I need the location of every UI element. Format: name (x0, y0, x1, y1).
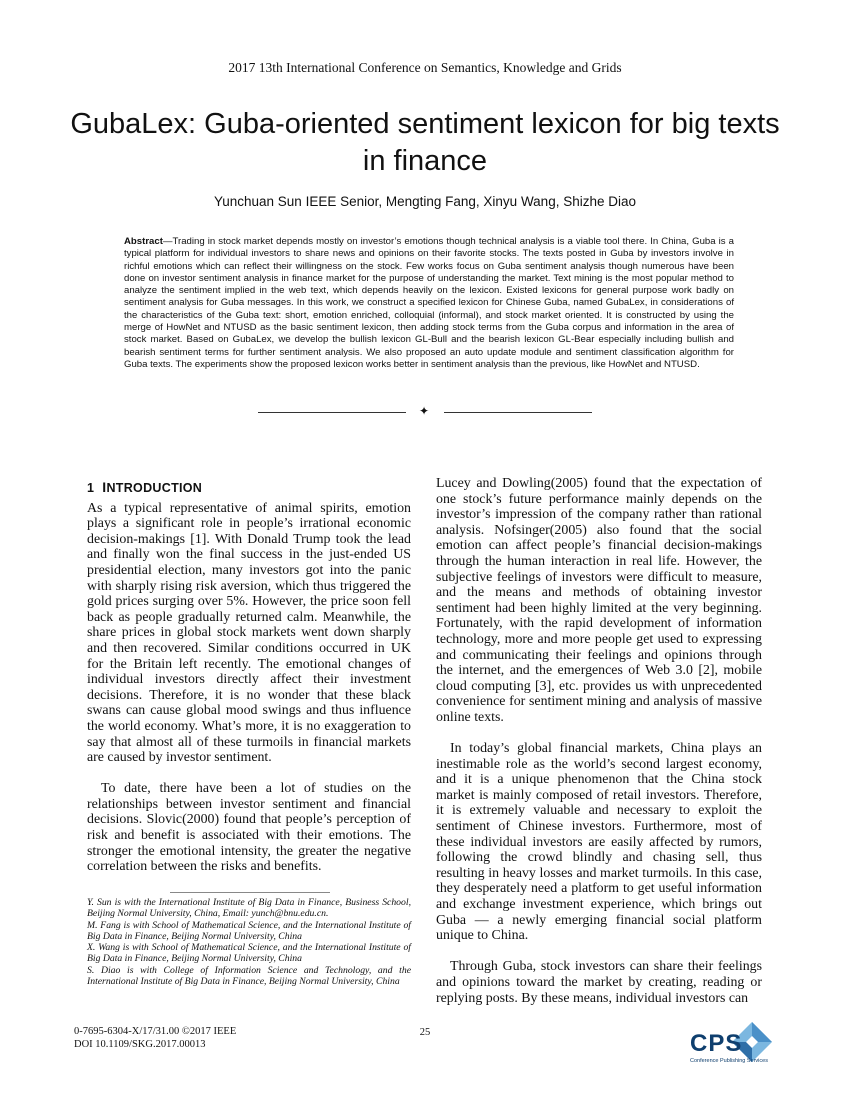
section-heading-introduction (87, 480, 411, 497)
separator-line-left (258, 412, 406, 413)
paper-title: GubaLex: Guba-oriented sentiment lexicon for big texts in finance (70, 108, 780, 177)
footnote-divider (170, 892, 330, 893)
isbn-line: 0-7695-6304-X/17/31.00 ©2017 IEEE (74, 1026, 237, 1037)
conference-header: 2017 13th International Conference on Semantics, Knowledge and Grids (228, 60, 622, 75)
section-separator (258, 404, 592, 420)
separator-diamond-icon: ✦ (419, 404, 430, 418)
cps-logo-text: CPS (690, 1030, 743, 1057)
footnote: M. Fang is with School of Mathematical Science, and the International Institute of Big Data in Finance, Beijing Normal University, China (87, 919, 411, 942)
footnote: X. Wang is with School of Mathematical Science, and the International Institute of Big Data in Finance, Beijing Normal University, China (87, 942, 411, 965)
author-list: Yunchuan Sun IEEE Senior, Mengting Fang, Xinyu Wang, Shizhe Diao (213, 194, 636, 209)
footnotes (87, 897, 411, 987)
abstract-text: —Trading in stock market depends mostly on investor’s emotions though technical analysis is a viable tool there. In China, Guba is a typical platform for individual investors to share news and opinions on their favorite stocks. The texts posted in Guba by investors involve in richful emotions which can reflect their willingness on the stock. Few works focus on Guba sentiment analysis though numerous have been done on investor sentiment analysis in finance market for the purpose of understanding the market. Text mining is the most popular method to analyze the sentiment implied in the web text, which depends heavily on the lexicon. Existed lexicons for general purpose work badly on sentiment analysis for Guba messages. In this work, we construct a specified lexicon for Chinese Guba, named GubaLex, in considerations of the characteristics of the Guba text: short, emotion enriched, colloquial (informal), and stock market oriented. It is constructed by using the merge of HowNet and NTUSD as the basic sentiment lexicon, then adding stock terms from the Guba corpus and information in the area of stock market. Based on GubaLex, we develop the bullish lexicon GL-Bull and the bearish lexicon GL-Bear especially including bullish and bearish sentiment terms for further sentiment analysis. We also proposed an auto update module and sentiment classification algorithm for Guba texts. The experiments show the proposed lexicon works better in sentiment analysis than the previous, like HowNet and NTUSD. (124, 236, 734, 370)
abstract (124, 236, 734, 371)
paragraph: Through Guba, stock investors can share their feelings and opinions toward the market by creating, reading or replying posts. By these means, individual investors can (436, 959, 762, 1006)
left-column (87, 480, 411, 875)
section-heading-initial: I (102, 479, 107, 495)
footnote: S. Diao is with College of Information Science and Technology, and the International Institute of Big Data in Finance, Beijing Normal University, China (87, 964, 411, 988)
footnote: Y. Sun is with the International Institute of Big Data in Finance, Business School, Beijing Normal University, China, Email: yunch@bnu.edu.cn. (87, 897, 411, 920)
page-number: 25 (419, 1027, 431, 1038)
paragraph: Lucey and Dowling(2005) found that the expectation of one stock’s future performance mainly depends on the investor’s impression of the company rather than rational analysis. Nofsinger(2005) also found that the social emotion can affect people’s financial decision-makings through the human interaction in real life. However, the subjective feelings of investors were difficult to measure, and the means and methods of obtaining investor sentiment had been highly limited at the very beginning. Fortunately, with the rapid development of information technology, more and more people get used to expressing and communicating their feelings and opinions through the internet, and the emergences of Web 3.0 [2], mobile cloud computing [3], etc. provides us with unprecedented convenience for sentiment mining and analysis of massive online texts. (436, 476, 762, 725)
abstract-label: Abstract (124, 236, 163, 247)
section-number: 1 (87, 481, 95, 495)
doi-line: DOI 10.1109/SKG.2017.00013 (74, 1038, 206, 1050)
paragraph: To date, there have been a lot of studies on the relationships between investor sentiment and financial decisions. Slovic(2000) found that people’s perception of risk and benefit is associated with their emotions. The stronger the emotional intensity, the greater the negative correlation between the risks and benefits. (87, 781, 411, 875)
paragraph: As a typical representative of animal spirits, emotion plays a significant role in people’s irrational economic decision-makings [1]. With Donald Trump took the lead and finally won the final success in the just-ended US presidential election, many investors got into the panic with sharply rising risk aversion, which thus triggered the gold prices surging over 5%. However, the price soon fell back as people gradually returned calm. Meanwhile, the share prices in global stock markets went down sharply and then recovered. Similar conditions occurred in UK for the Britain left recently. The emotional changes of individual investors directly affect their investment decisions. Therefore, it is no wonder that these black swans can cause global mood swings and thus influence the world economy. What’s more, it is no exaggeration to say that almost all of these turmoils in financial markets are caused by investor sentiment. (87, 500, 411, 766)
separator-line-right (444, 412, 592, 413)
right-column (436, 476, 762, 1006)
section-heading-rest: NTRODUCTION (106, 481, 203, 495)
paragraph: In today’s global financial markets, China plays an inestimable role as the world’s second largest economy, and it is a unique phenomenon that the China stock market is mainly composed of retail investors. Therefore, it is extremely valuable and necessary to exploit the sentiment of Chinese investors. Furthermore, most of these individual investors are easily affected by rumors, following the crowd blindly and chasing sell, thus resulting in heavy losses and market turmoils. In this case, they desperately need a platform to get useful information and exchange investment experience, which brings out Guba — a newly emerging financial social platform unique to China. (436, 741, 762, 944)
cps-logo-subtext: Conference Publishing Services (690, 1058, 768, 1064)
